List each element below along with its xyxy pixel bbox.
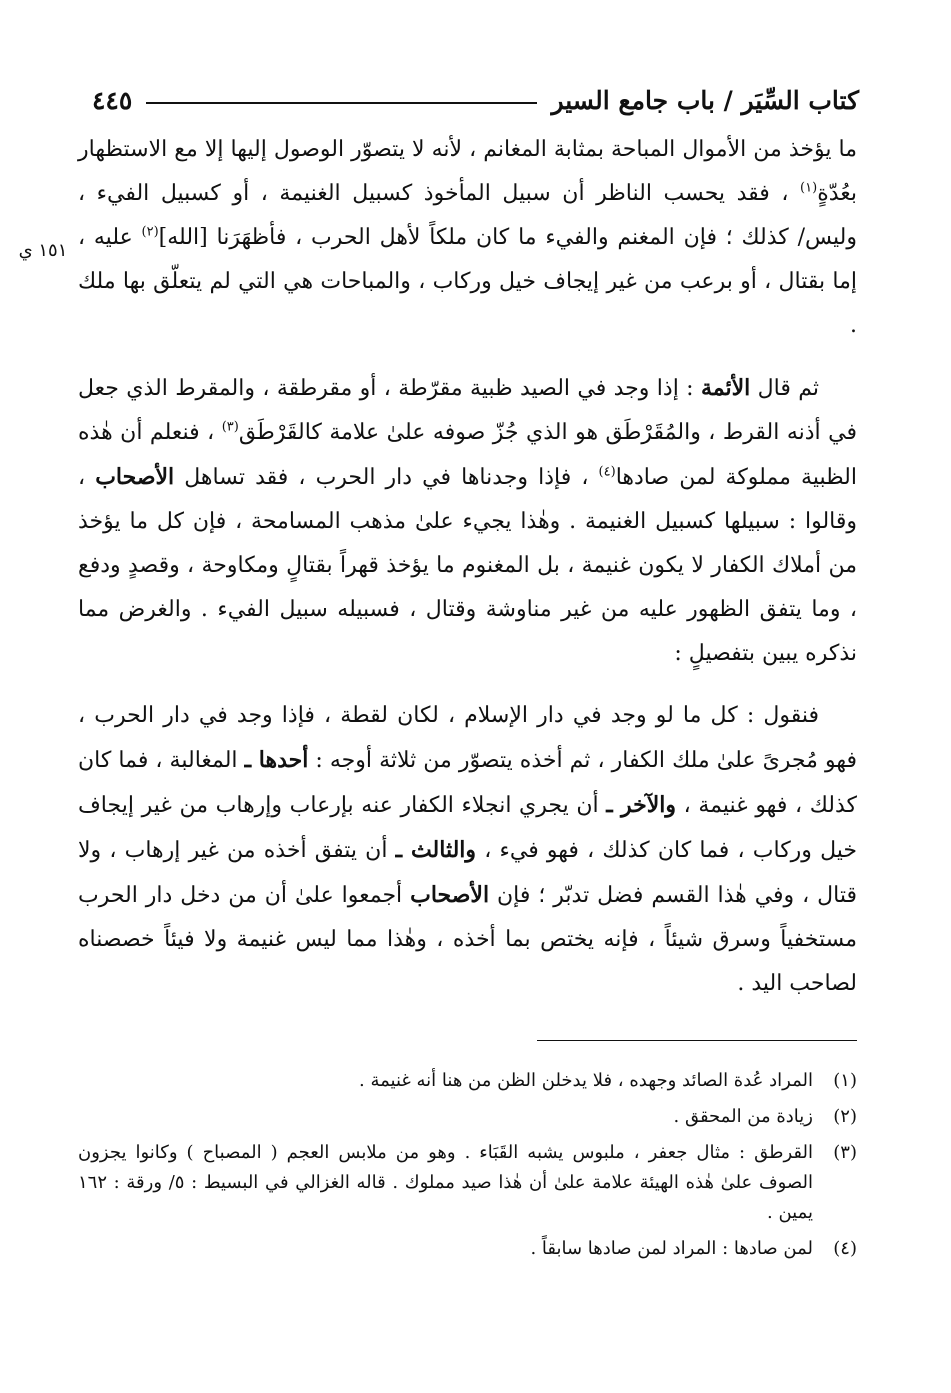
text-run: أن يتفق أخذه من غير إرهاب ، ولا قتال ، وفي هٰذا القسم فضل تدبّر ؛ فإن xyxy=(78,838,857,908)
bold-term: الأئمة xyxy=(700,375,751,401)
page-number: ٤٤٥ xyxy=(92,85,133,115)
footnote-text: زيادة من المحقق . xyxy=(673,1106,813,1127)
text-run: أن يجري انجلاء الكفار عنه بإرعاب وإرهاب من غير إيجاف خيل وركاب ، فما كان كذلك ، فهو فيء ، xyxy=(78,793,857,863)
text-run: ، وقالوا : سبيلها كسبيل الغنيمة . وهٰذا يجيء علىٰ مذهب المسامحة ، فإن كل ما يؤخذ من أملاك الكفار لا يكون غنيمة ، بل المغنوم ما يؤخذ قهراً بقتالٍ ومكاوحة ، وقصدٍ ودفع ، وما يتفق الظهور عليه من غير مناوشة وقتال ، فسبيله سبيل الفيء . والغرض مما نذكره يبين بتفصيلٍ : xyxy=(78,465,857,666)
footnote-number: (١) xyxy=(833,1070,857,1091)
footnotes xyxy=(78,1066,857,1270)
footnote-number: (٤) xyxy=(833,1238,857,1259)
footnote xyxy=(78,1138,857,1228)
footnote-ref: (٣) xyxy=(221,419,239,435)
footnote-text: المراد عُدة الصائد وجهده ، فلا يدخلن الظن من هنا أنه غنيمة . xyxy=(359,1070,813,1091)
footnote-text: القرطق : مثال جعفر ، ملبوس يشبه القَبَاء . وهو من ملابس العجم ( المصباح ) وكانوا يجزون الصوف علىٰ هٰذه الهيئة علامة علىٰ أن هٰذا صيد مملوك . قاله الغزالي في البسيط : ٥/ ورقة : ١٦٢ يمين . xyxy=(78,1142,814,1223)
text-run: أجمعوا علىٰ أن من دخل دار الحرب مستخفياً وسرق شيئاً ، فإنه يختص بما أخذه ، وهٰذا مما ليس غنيمة ولا فيئاً خصصناه لصاحب اليد . xyxy=(78,883,857,996)
footnote xyxy=(78,1234,857,1264)
page-header xyxy=(92,80,859,120)
footnote-rule xyxy=(537,1040,857,1041)
header-rule xyxy=(146,102,537,104)
text-run: ما يؤخذ من الأموال المباحة بمثابة المغانم ، لأنه لا يتصوّر الوصول إليها إلا مع الاستظهار بعُدّةٍ xyxy=(78,137,857,206)
bold-term: الأصحاب xyxy=(410,882,490,908)
footnote xyxy=(78,1102,857,1132)
footnote-number: (٣) xyxy=(833,1142,857,1163)
bold-term: والآخر ـ xyxy=(606,792,677,818)
footnote-text: لمن صادها : المراد لمن صادها سابقاً . xyxy=(530,1238,813,1259)
footnote-number: (٢) xyxy=(833,1106,857,1127)
footnote-ref: (٢) xyxy=(141,224,159,240)
text-run: ، فإذا وجدناها في دار الحرب ، فقد تساهل xyxy=(174,465,599,490)
text-run: عليه ، إما بقتال ، أو برعب من غير إيجاف خيل وركاب ، والمباحات هي التي لم يتعلّق بها ملك . xyxy=(78,225,857,338)
running-title: كتاب السِّيَر / باب جامع السير xyxy=(551,85,859,115)
bold-term: الأصحاب xyxy=(95,464,175,490)
footnote-ref: (١) xyxy=(800,180,818,196)
body-text xyxy=(78,128,857,1024)
paragraph-1 xyxy=(78,128,857,348)
text-run: : إذا وجد في الصيد ظبية مقرّطة ، أو مقرطقة ، والمقرط الذي جعل في أذنه القرط ، والمُقَرْطَق هو الذي جُزّ صوفه علىٰ علامة كالقَرْطَق xyxy=(78,376,857,445)
margin-note: ١٥١ ي xyxy=(18,240,68,261)
footnote xyxy=(78,1066,857,1096)
text-run: المغالبة ، فما كان كذلك ، فهو غنيمة ، xyxy=(78,748,857,818)
bold-term: والثالث ـ xyxy=(395,837,477,863)
text-run: ، فنعلم أن هٰذه الظبية مملوكة لمن صادها xyxy=(78,420,857,490)
text-run: ، فقد يحسب الناظر أن سبيل المأخوذ كسبيل الغنيمة ، أو كسبيل الفيء ، وليس/ كذلك ؛ فإن المغنم والفيء ما كان ملكاً لأهل الحرب ، فأظهَرَنا [الله] xyxy=(78,181,857,250)
text-run: ثم قال xyxy=(750,376,819,401)
bold-term: أحدها ـ xyxy=(244,747,309,773)
paragraph-2 xyxy=(78,366,857,676)
footnote-ref: (٤) xyxy=(598,464,616,480)
paragraph-3 xyxy=(78,694,857,1006)
text-run: فنقول : كل ما لو وجد في دار الإسلام ، لكان لقطة ، فإذا وجد في دار الحرب ، فهو مُجرىً علىٰ ملك الكفار ، ثم أخذه يتصوّر من ثلاثة أوجه : xyxy=(78,703,858,773)
